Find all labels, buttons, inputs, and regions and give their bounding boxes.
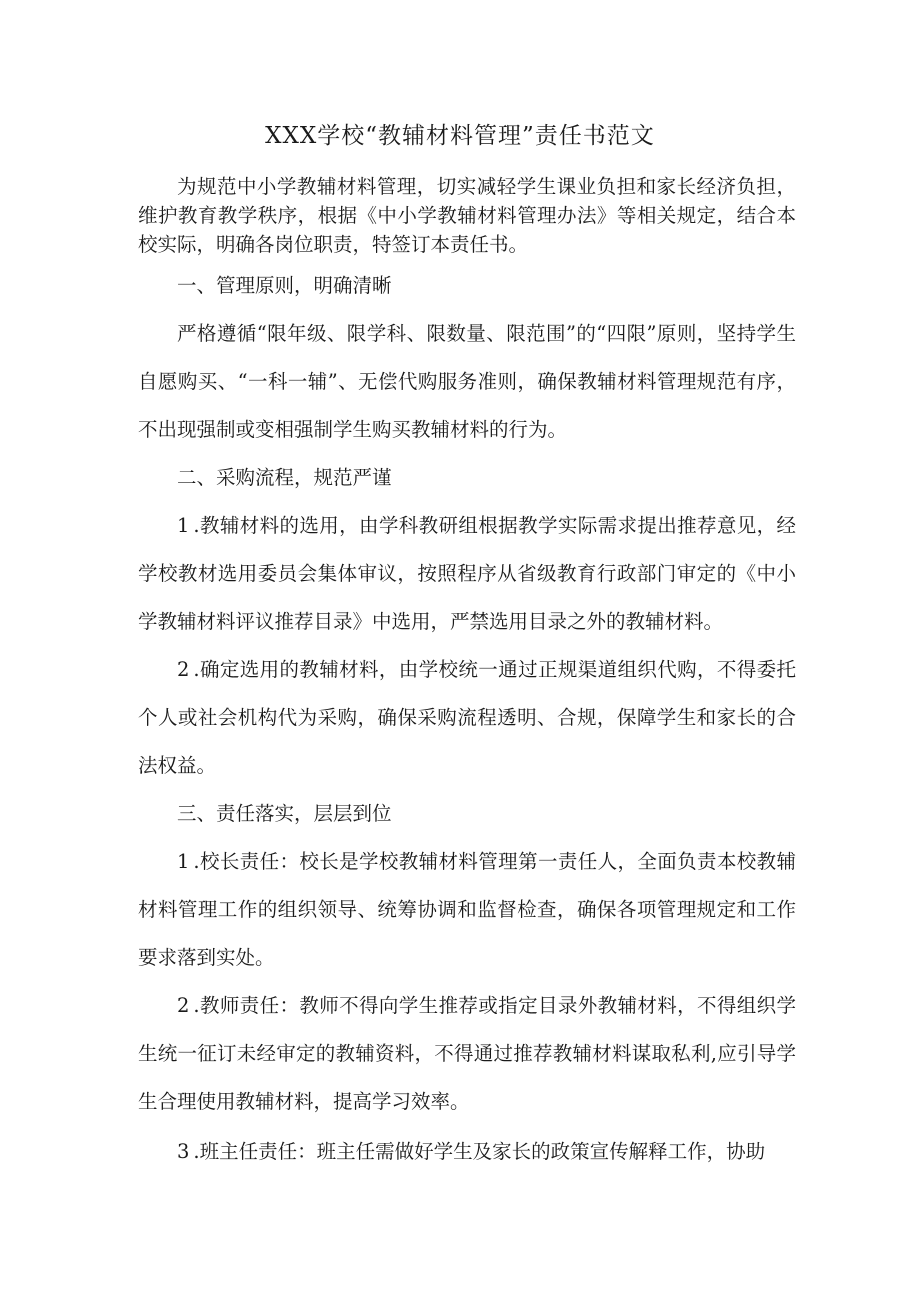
item-number: 1 [177,850,190,873]
section-2-item-1 [138,502,796,646]
section-1-paragraph: 严格遵循“限年级、限学科、限数量、限范围”的“四限”原则，坚持学生自愿购买、“一科一辅”、无偿代购服务准则，确保教辅材料管理规范有序，不出现强制或变相强制学生购买教辅材料的行为。 [138,322,796,441]
item-text: .教辅材料的选用，由学科教研组根据教学实际需求提出推荐意见，经学校教材选用委员会集体审议，按照程序从省级教育行政部门审定的《中小学教辅材料评议推荐目录》中选用，严禁选用目录之外的教辅材料。 [138,514,796,633]
intro-paragraph: 为规范中小学教辅材料管理，切实减轻学生课业负担和家长经济负担，维护教育教学秩序，根据《中小学教辅材料管理办法》等相关规定，结合本校实际，明确各岗位职责，特签订本责任书。 [138,175,796,256]
item-text: .校长责任：校长是学校教辅材料管理第一责任人，全面负责本校教辅材料管理工作的组织领导、统筹协调和监督检查，确保各项管理规定和工作要求落到实处。 [138,850,796,969]
item-text: .教师责任：教师不得向学生推荐或指定目录外教辅材料，不得组织学生统一征订未经审定的教辅资料，不得通过推荐教辅材料谋取私利,应引导学生合理使用教辅材料，提高学习效率。 [138,994,796,1113]
item-number: 2 [177,994,190,1017]
section-3-item-1 [138,838,796,982]
section-2-heading: 二、采购流程，规范严谨 [177,466,392,489]
item-text: .确定选用的教辅材料，由学校统一通过正规渠道组织代购，不得委托个人或社会机构代为采购，确保采购流程透明、合规，保障学生和家长的合法权益。 [138,658,796,777]
section-3-item-2 [138,982,796,1126]
section-1-heading: 一、管理原则，明确清晰 [177,274,392,297]
section-3-heading: 三、责任落实，层层到位 [177,802,392,825]
item-number: 1 [177,514,190,537]
document-title: XXX学校“教辅材料管理”责任书范文 [265,123,655,149]
section-3-item-3 [138,1128,796,1176]
item-number: 3 [177,1140,190,1163]
item-text: .班主任责任：班主任需做好学生及家长的政策宣传解释工作，协助 [193,1140,766,1163]
section-2-item-2 [138,646,796,790]
item-number: 2 [177,658,190,681]
